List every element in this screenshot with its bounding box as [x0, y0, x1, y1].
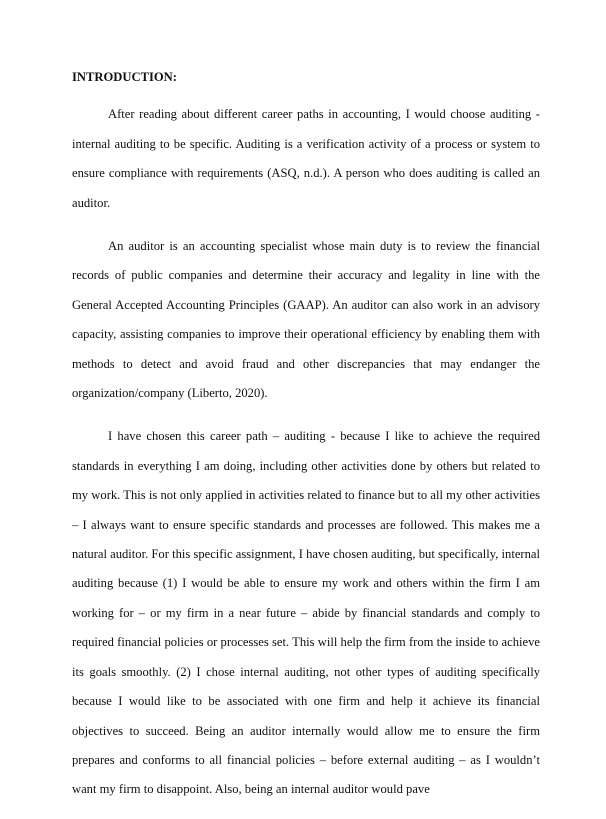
- paragraph-3: I have chosen this career path – auditing - because I like to achieve the required standards in everything I am doing, including other activities done by others but related to my work. This is not only applied in activities related to finance but to all my other activities – I always want to ensure specific standards and processes are followed. This makes me a natural auditor. For this specific assignment, I have chosen auditing, but specifically, internal auditing because (1) I would be able to ensure my work and others within the firm I am working for – or my firm in a near future – abide by financial standards and comply to required financial policies or processes set. This will help the firm from the inside to achieve its goals smoothly. (2) I chose internal auditing, not other types of auditing specifically because I would like to be associated with one firm and help it achieve its financial objectives to succeed. Being an auditor internally would allow me to ensure the firm prepares and conforms to all financial policies – before external auditing – as I wouldn’t want my firm to disappoint. Also, being an internal auditor would pave: [72, 429, 540, 797]
- paragraph-1: After reading about different career paths in accounting, I would choose auditing - internal auditing to be specific. Auditing is a verification activity of a process or system to ensure compliance with requirements (ASQ, n.d.). A person who does auditing is called an auditor.: [72, 107, 540, 210]
- section-heading: INTRODUCTION:: [72, 70, 177, 84]
- document-body: [72, 63, 540, 819]
- paragraph-2: An auditor is an accounting specialist whose main duty is to review the financial records of public companies and determine their accuracy and legality in line with the General Accepted Accounting Principles (GAAP). An auditor can also work in an advisory capacity, assisting companies to improve their operational efficiency by enabling them with methods to detect and avoid fraud and other discrepancies that may endanger the organization/company (Liberto, 2020).: [72, 239, 540, 401]
